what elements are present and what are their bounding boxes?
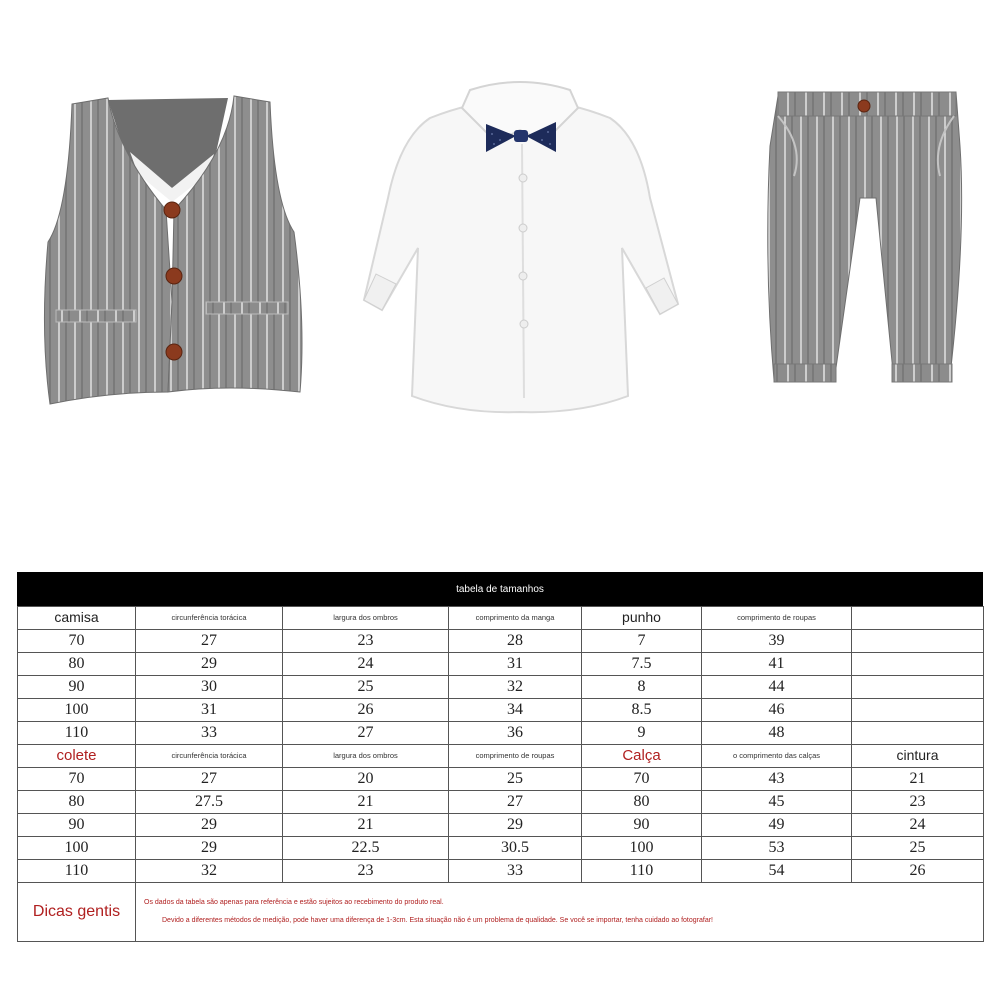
cell: 100 xyxy=(582,837,702,860)
vest-row xyxy=(18,860,984,883)
tips-row xyxy=(18,883,984,942)
shirt-header-row xyxy=(18,607,984,630)
cell: 23 xyxy=(852,791,984,814)
size-table-title: tabela de tamanhos xyxy=(17,572,983,606)
shirt-section-label: camisa xyxy=(54,609,99,625)
cell: 31 xyxy=(136,699,283,722)
cell: 27.5 xyxy=(136,791,283,814)
tips-label: Dicas gentis xyxy=(32,903,121,920)
pants-section-label: Calça xyxy=(622,747,661,764)
col-waist: cintura xyxy=(896,747,939,763)
cell xyxy=(852,653,984,676)
cell: 29 xyxy=(136,837,283,860)
cell: 110 xyxy=(18,860,136,883)
tips-text xyxy=(136,883,984,942)
cell: 90 xyxy=(18,676,136,699)
shirt-row xyxy=(18,653,984,676)
cell: 24 xyxy=(852,814,984,837)
cell: 26 xyxy=(283,699,449,722)
cell: 7 xyxy=(582,630,702,653)
vest-image xyxy=(38,92,306,410)
cell: 8 xyxy=(582,676,702,699)
cell: 28 xyxy=(449,630,582,653)
cell: 43 xyxy=(702,768,852,791)
tips-line-2: Devido a diferentes métodos de medição, pode haver uma diferença de 1-3cm. Esta situação não é um problema de qualidade. Se você se importar, tenha cuidado ao fotografar! xyxy=(162,917,714,924)
cell: 23 xyxy=(283,630,449,653)
cell: 25 xyxy=(852,837,984,860)
cell: 90 xyxy=(18,814,136,837)
cell: 21 xyxy=(283,814,449,837)
cell: 41 xyxy=(702,653,852,676)
cell: 90 xyxy=(582,814,702,837)
cell: 30.5 xyxy=(449,837,582,860)
cell: 23 xyxy=(283,860,449,883)
cell: 31 xyxy=(449,653,582,676)
cell: 34 xyxy=(449,699,582,722)
cell: 33 xyxy=(136,722,283,745)
cell: 110 xyxy=(18,722,136,745)
cell: 39 xyxy=(702,630,852,653)
cell: 80 xyxy=(582,791,702,814)
cell xyxy=(852,699,984,722)
size-table xyxy=(17,572,983,942)
cell xyxy=(852,676,984,699)
cell: 29 xyxy=(136,814,283,837)
cell: 27 xyxy=(136,768,283,791)
col-cuff: punho xyxy=(622,609,661,625)
cell: 8.5 xyxy=(582,699,702,722)
vest-section-label: colete xyxy=(56,747,97,764)
cell: 80 xyxy=(18,653,136,676)
shirt-row xyxy=(18,630,984,653)
cell: 27 xyxy=(283,722,449,745)
cell: 54 xyxy=(702,860,852,883)
cell: 26 xyxy=(852,860,984,883)
cell: 100 xyxy=(18,699,136,722)
cell: 7.5 xyxy=(582,653,702,676)
cell: 53 xyxy=(702,837,852,860)
vest-row xyxy=(18,837,984,860)
col-shoulder: largura dos ombros xyxy=(333,750,398,760)
cell: 70 xyxy=(582,768,702,791)
cell: 25 xyxy=(449,768,582,791)
cell: 80 xyxy=(18,791,136,814)
shirt-row xyxy=(18,699,984,722)
cell xyxy=(852,630,984,653)
cell: 49 xyxy=(702,814,852,837)
cell: 25 xyxy=(283,676,449,699)
cell: 20 xyxy=(283,768,449,791)
cell: 45 xyxy=(702,791,852,814)
cell: 30 xyxy=(136,676,283,699)
cell: 29 xyxy=(449,814,582,837)
cell: 100 xyxy=(18,837,136,860)
col-sleeve: comprimento da manga xyxy=(475,612,555,622)
vest-row xyxy=(18,768,984,791)
cell: 44 xyxy=(702,676,852,699)
cell: 21 xyxy=(283,791,449,814)
shirt-image xyxy=(360,78,680,414)
cell xyxy=(852,722,984,745)
cell: 70 xyxy=(18,768,136,791)
cell: 33 xyxy=(449,860,582,883)
pants-image xyxy=(764,86,968,404)
vest-row xyxy=(18,791,984,814)
shirt-row xyxy=(18,676,984,699)
cell: 32 xyxy=(449,676,582,699)
cell: 70 xyxy=(18,630,136,653)
cell: 24 xyxy=(283,653,449,676)
size-table-grid xyxy=(17,606,984,942)
cell: 110 xyxy=(582,860,702,883)
tips-line-1: Os dados da tabela são apenas para referência e estão sujeitos ao recebimento do produto real. xyxy=(144,898,444,906)
col-chest: circunferência torácica xyxy=(171,612,247,622)
col-pants-length: o comprimento das calças xyxy=(732,750,821,760)
cell: 22.5 xyxy=(283,837,449,860)
vest-header-row xyxy=(18,745,984,768)
col-length: comprimento de roupas xyxy=(475,750,555,760)
cell: 46 xyxy=(702,699,852,722)
cell: 21 xyxy=(852,768,984,791)
col-shoulder: largura dos ombros xyxy=(333,612,398,622)
cell: 32 xyxy=(136,860,283,883)
cell: 29 xyxy=(136,653,283,676)
vest-row xyxy=(18,814,984,837)
cell: 36 xyxy=(449,722,582,745)
cell: 27 xyxy=(449,791,582,814)
col-chest: circunferência torácica xyxy=(171,750,247,760)
cell: 9 xyxy=(582,722,702,745)
cell: 48 xyxy=(702,722,852,745)
col-length: comprimento de roupas xyxy=(737,612,816,622)
cell: 27 xyxy=(136,630,283,653)
shirt-row xyxy=(18,722,984,745)
